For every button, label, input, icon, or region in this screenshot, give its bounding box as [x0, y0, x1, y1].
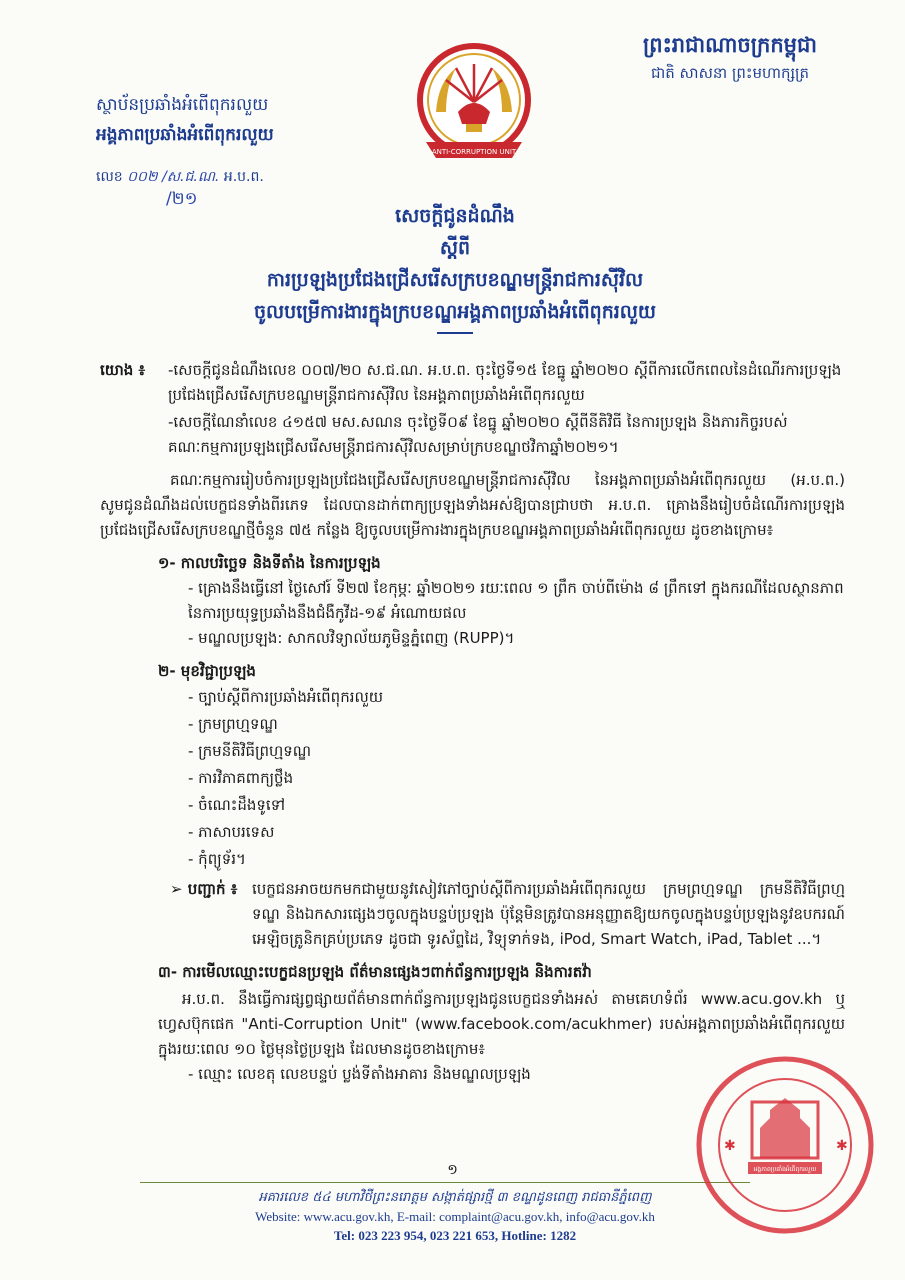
stamp-label: អង្គភាពប្រឆាំងអំពើពុករលួយ [753, 1166, 817, 1173]
footer-divider [140, 1182, 750, 1183]
list-item: - ភាសាបរទេស [188, 823, 275, 841]
section-1-heading: ១- កាលបរិច្ឆេទ និងទីតាំង នៃការប្រឡង [158, 554, 381, 572]
star-icon: ✱ [724, 1138, 736, 1154]
national-motto: ជាតិ សាសនា ព្រះមហាក្សត្រ [650, 64, 810, 82]
institution-name: ស្ថាប័នប្រឆាំងអំពើពុករលួយ [96, 95, 269, 115]
ref-label: លេខ [96, 169, 123, 185]
footer-website: Website: www.acu.gov.kh, E-mail: complaint@acu.gov.kh, info@acu.gov.kh [255, 1209, 655, 1224]
title-line-4: ចូលបម្រើការងារក្នុងក្របខណ្ឌអង្គភាពប្រឆាំងអំពើពុករលួយ [254, 301, 656, 323]
kingdom-title: ព្រះរាជាណាចក្រកម្ពុជា [642, 33, 817, 57]
title-line-2: ស្តីពី [439, 237, 471, 259]
reference-item: -សេចក្តីជូនដំណឹងលេខ ០០៧/២០ ស.ជ.ណ. អ.ប.ព. ចុះថ្ងៃទី១៥ ខែធ្នូ ឆ្នាំ២០២០ ស្តីពីការលើកពេលនៃដំណើរការប្រឡងប្រជែងជ្រើសរើសក្របខណ្ឌមន្ត្រីរាជការស៊ីវិល នៃអង្គភាពប្រឆាំងអំពើពុករលួយ [168, 361, 842, 404]
reference-item: -សេចក្តីណែនាំលេខ ៤១៥៧ មស.សណន ចុះថ្ងៃទី០៩ ខែធ្នូ ឆ្នាំ២០២០ ស្តីពីនីតិវិធី នៃការប្រឡង និងភារកិច្ចរបស់គណៈកម្មការប្រឡងជ្រើសរើសមន្ត្រីរាជការស៊ីវិលសម្រាប់ក្របខណ្ឌថវិកាឆ្នាំ២០២១។ [168, 413, 788, 456]
list-item: - ការវិភាគពាក្យថ្លឹង [188, 769, 294, 787]
section-3-item: - ឈ្មោះ លេខតុ លេខបន្ទប់ ប្លង់ទីតាំងអាគារ និងមណ្ឌលប្រឡង [188, 1065, 531, 1083]
notice-body [100, 358, 845, 1087]
section-2-heading: ២- មុខវិជ្ជាប្រឡង [158, 662, 256, 680]
section-3-heading: ៣- ការមើលឈ្មោះបេក្ខជនប្រឡង ព័ត៌មានផ្សេងៗពាក់ព័ន្ធការប្រឡង និងការតវ៉ា [158, 963, 592, 981]
star-icon: ✱ [836, 1138, 848, 1154]
list-item: - ច្បាប់ស្តីពីការប្រឆាំងអំពើពុករលួយ [188, 688, 384, 706]
agency-name: អង្គភាពប្រឆាំងអំពើពុករលួយ [96, 125, 274, 145]
official-stamp [690, 1050, 880, 1240]
intro-paragraph: គណៈកម្មការរៀបចំការប្រឡងប្រជែងជ្រើសរើសក្របខណ្ឌមន្ត្រីរាជការស៊ីវិល នៃអង្គភាពប្រឆាំងអំពើពុករលួយ (អ.ប.ព.) សូមជូនដំណឹងដល់បេក្ខជនទាំងពីរភេទ ដែលបានដាក់ពាក្យប្រឡងទាំងអស់ឱ្យបានជ្រាបថា អ.ប.ព. គ្រោងនឹងរៀបចំដំណើរការប្រឡងប្រជែងជ្រើសរើសក្របខណ្ឌថ្មីចំនួន ៧៥ កន្លែង ឱ្យចូលបម្រើការងារក្នុងក្របខណ្ឌអង្គភាពប្រឆាំងអំពើពុករលួយ ដូចខាងក្រោម៖ [100, 471, 845, 539]
authority-block [96, 90, 356, 150]
footer-tel: Tel: 023 223 954, 023 221 653, Hotline: 1282 [333, 1228, 577, 1243]
references [100, 358, 845, 462]
title-divider [437, 332, 473, 334]
list-item: - កុំព្យូទ័រ។ [188, 850, 246, 868]
ref-number: ០០២ /ស.ជ.ណ. [127, 169, 220, 185]
notice-title [160, 200, 750, 334]
ref-suffix: អ.ប.ព. [223, 169, 264, 185]
list-item: - ក្រមនីតិវិធីព្រហ្មទណ្ឌ [188, 742, 312, 760]
note-text: បេក្ខជនអាចយកមកជាមួយនូវសៀវភៅច្បាប់ស្តីពីការប្រឆាំងអំពើពុករលួយ ក្រមព្រហ្មទណ្ឌ ក្រមនីតិវិធីព្រហ្មទណ្ឌ និងឯកសារផ្សេងៗចូលក្នុងបន្ទប់ប្រឡង ប៉ុន្តែមិនត្រូវបានអនុញ្ញាតឱ្យយកចូលក្នុងបន្ទប់ប្រឡងនូវឧបករណ៍អេឡិចត្រូនិកគ្រប់ប្រភេទ ដូចជា ទូរស័ព្ទដៃ, វិទ្យុទាក់ទង, iPod, Smart Watch, iPad, Tablet ...។ [252, 880, 845, 948]
section-1-item: - មណ្ឌលប្រឡង: សាកលវិទ្យាល័យភូមិន្ទភ្នំពេញ (RUPP)។ [188, 629, 515, 647]
section-3-text: អ.ប.ព. នឹងធ្វើការផ្សព្វផ្សាយព័ត៌មានពាក់ព័ន្ធការប្រឡងជូនបេក្ខជនទាំងអស់ តាមគេហទំព័រ www.acu.gov.kh ឬ ហ្វេសប៊ុកផេក "Anti-Corruption Unit" (www.facebook.com/acukhmer) របស់អង្គភាពប្រឆាំងអំពើពុករលួយ ក្នុងរយៈពេល ១០ ថ្ងៃមុនថ្ងៃប្រឡង ដែលមានដូចខាងក្រោម៖ [158, 990, 845, 1058]
note-label: ➢ បញ្ជាក់ ៖ [170, 880, 238, 898]
logo-caption: ANTI-CORRUPTION UNIT [431, 148, 517, 156]
section-1-item: - គ្រោងនឹងធ្វើនៅ ថ្ងៃសៅរ៍ ទី២៧ ខែកុម្ភៈ ឆ្នាំ២០២១ រយៈពេល ១ ព្រឹក ចាប់ពីម៉ោង ៨ ព្រឹកទៅ ក្នុងករណីដែលស្ថានភាព នៃការប្រយុទ្ធប្រឆាំងនឹងជំងឺកូវីដ-១៩ អំណោយផល [188, 579, 844, 622]
ref-year: /២១ [166, 189, 198, 209]
list-item: - ចំណេះដឹងទូទៅ [188, 796, 285, 814]
references-label: យោង ៖ [100, 361, 146, 379]
list-item: - ក្រមព្រហ្មទណ្ឌ [188, 715, 278, 733]
footer-address: អគារលេខ ៥៤ មហាវិថីព្រះនរោត្តម សង្កាត់ផ្សារថ្មី ៣ ខណ្ឌដូនពេញ រាជធានីភ្នំពេញ [258, 1190, 652, 1205]
title-line-3: ការប្រឡងប្រជែងជ្រើសរើសក្របខណ្ឌមន្ត្រីរាជការស៊ីវិល [266, 269, 644, 291]
kingdom-header [615, 30, 845, 86]
title-line-1: សេចក្តីជូនដំណឹង [395, 205, 515, 227]
exam-note [100, 877, 845, 952]
page-number: ១ [447, 1162, 458, 1178]
acu-logo [416, 42, 532, 172]
subject-list [100, 684, 845, 873]
